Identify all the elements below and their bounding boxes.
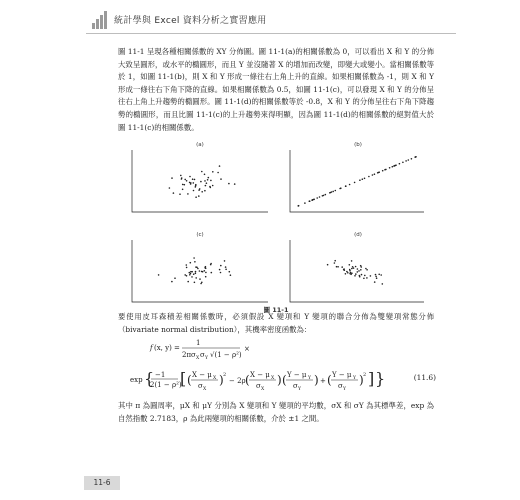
scatter-point [207, 179, 209, 181]
scatter-point [199, 278, 201, 280]
scatter-point [385, 169, 387, 171]
scatter-point [230, 274, 232, 276]
svg-text:σ: σ [256, 382, 261, 390]
scatter-panel-c [132, 232, 268, 302]
scatter-point [199, 270, 201, 272]
paragraph-correlation-intro: 圖 11-1 呈現各種相關係數的 XY 分佈圖。圖 11-1(a)的相關係數為 0，可以看出 X 和 Y 的分佈大致呈圓形，或水平的橢圓形，而且 Y 並沒隨著 X 的增加而改變，即變大或變小。當相關係數等於 1，如圖 11-1(b)，則 X 和 Y 形成一條往右上角上升的直線。如果相關係數為 -1，則 X 和 Y 形成一條往右下角下降的直線。如果相關係數為 0.5，如圖 11-1(c)，可以發現 X 和 Y 的分佈呈往右上角上升趨勢的橢圓形。圖 11-1(d)的相關係數等於 -0.8，X 和 Y 的分佈呈往右下角下降趨勢的橢圓形，而且比圖 11-1(c)的上升趨勢來得明顯，因為圖 11-1(d)的相關係數的絕對值大於圖 11-1(c)的相關係數。 [118, 47, 434, 132]
scatter-point [193, 190, 195, 192]
axis-lines [290, 150, 424, 212]
svg-text:1: 1 [196, 339, 201, 347]
svg-text:(x, y) =: (x, y) = [154, 344, 180, 352]
scatter-point [363, 278, 365, 280]
svg-text:−1: −1 [155, 371, 166, 379]
svg-text:×: × [244, 345, 250, 353]
scatter-point [361, 274, 363, 276]
svg-text:exp: exp [130, 376, 143, 384]
panel-label: (a) [196, 142, 204, 148]
scatter-point [334, 260, 336, 262]
scatter-point [334, 262, 336, 264]
scatter-point [173, 192, 175, 194]
svg-text:σ: σ [338, 382, 343, 390]
scatter-point [174, 277, 176, 279]
scatter-point [229, 271, 231, 273]
scatter-point [210, 263, 212, 265]
scatter-point [355, 266, 357, 268]
scatter-point [195, 184, 197, 186]
scatter-point [219, 165, 221, 167]
scatter-point [375, 274, 377, 276]
scatter-point [352, 266, 354, 268]
scatter-point [374, 173, 376, 175]
scatter-point [298, 205, 300, 207]
scatter-point [359, 179, 361, 181]
axis-lines [132, 150, 268, 212]
scatter-point [179, 193, 181, 195]
scatter-point [171, 281, 173, 283]
scatter-point [225, 269, 227, 271]
scatter-point [210, 180, 212, 182]
scatter-point [375, 276, 377, 278]
scatter-point [206, 182, 208, 184]
scatter-point [186, 180, 188, 182]
svg-text:X: X [213, 376, 217, 381]
scatter-point [198, 189, 200, 191]
scatter-point [372, 174, 374, 176]
scatter-point [186, 267, 188, 269]
svg-text:): ) [359, 373, 364, 387]
figure-caption: 圖 11-1 [263, 306, 289, 314]
panel-label: (b) [354, 142, 362, 148]
scatter-point [195, 266, 197, 268]
scatter-point [193, 182, 195, 184]
scatter-point [234, 183, 236, 185]
scatter-point [349, 184, 351, 186]
scatter-point [209, 186, 211, 188]
scatter-point [405, 160, 407, 162]
scatter-point [319, 196, 321, 198]
svg-text:Y: Y [205, 356, 208, 361]
svg-text:σ: σ [198, 382, 203, 390]
scatter-point [194, 282, 196, 284]
scatter-point [378, 274, 380, 276]
svg-text:{: { [144, 369, 155, 388]
scatter-point [370, 275, 372, 277]
scatter-point [327, 264, 329, 266]
scatter-point [191, 276, 193, 278]
scatter-point [200, 283, 202, 285]
scatter-point [224, 260, 226, 262]
svg-text:X − μ: X − μ [250, 371, 270, 379]
book-logo-icon [92, 11, 108, 29]
panel-label: (c) [196, 232, 204, 238]
page-footer [0, 468, 520, 500]
scatter-point [193, 257, 195, 259]
svg-text:]: ] [368, 369, 375, 388]
svg-text:(: ( [282, 373, 287, 387]
paragraph-parameter-definitions: 其中 π 為圓周率，μX 和 μY 分別為 X 變項和 Y 變項的平均數，σX 和 σY 為其標準差，exp 為自然指數 2.7183，ρ 為此兩變項的相關係數，介於 ±1 之間。 [118, 401, 434, 423]
scatter-panel-a [132, 142, 268, 212]
scatter-point [366, 277, 368, 279]
scatter-point [201, 271, 203, 273]
scatter-point [187, 193, 189, 195]
svg-text:X: X [196, 356, 200, 361]
svg-text:): ) [277, 373, 282, 387]
scatter-point [204, 174, 206, 176]
scatter-point [217, 172, 219, 174]
scatter-point [219, 269, 221, 271]
scatter-point [411, 158, 413, 160]
scatter-point [190, 262, 192, 264]
svg-text:− 2ρ: − 2ρ [229, 377, 246, 385]
paragraph-bivariate-normal: 要使用皮耳森積差相關係數時，必須假設 X 變項和 Y 變項的聯合分佈為雙變項常態分佈（bivariate normal distribution），其機率密度函數為： [118, 312, 434, 334]
scatter-panel-b [290, 142, 424, 212]
axis-lines [290, 240, 424, 302]
scatter-point [212, 171, 214, 173]
scatter-point [205, 266, 207, 268]
svg-text:Y − μ: Y − μ [332, 371, 352, 379]
scatter-point [184, 274, 186, 276]
scatter-point [332, 191, 334, 193]
svg-text:X: X [203, 387, 207, 392]
scatter-point [389, 167, 391, 169]
equation-11-6 [120, 338, 436, 402]
scatter-point [364, 275, 366, 277]
bivariate-normal-formula [120, 338, 390, 402]
scatter-point [408, 159, 410, 161]
page-header [0, 0, 520, 38]
svg-text:σ: σ [293, 382, 298, 390]
scatter-point [350, 274, 352, 276]
scatter-point [184, 184, 186, 186]
scatter-point [189, 274, 191, 276]
svg-text:): ) [219, 373, 224, 387]
scatter-point [205, 276, 207, 278]
scatter-point [343, 268, 345, 270]
svg-text:2: 2 [363, 372, 367, 378]
scatter-point [195, 196, 197, 198]
scatter-point [220, 178, 222, 180]
scatter-point [349, 264, 351, 266]
scatter-point [368, 176, 370, 178]
scatter-point [360, 269, 362, 271]
scatter-point [171, 177, 173, 179]
svg-text:(: ( [245, 373, 250, 387]
svg-text:2(1 − ρ²): 2(1 − ρ²) [150, 381, 182, 389]
book-title: 統計學與 Excel 資料分析之實習應用 [114, 16, 267, 26]
scatter-point [345, 185, 347, 187]
scatter-point [201, 191, 203, 193]
scatter-point [351, 268, 353, 270]
scatter-point [186, 264, 188, 266]
scatter-point [211, 272, 213, 274]
equation-number: (11.6) [413, 373, 436, 382]
scatter-point [358, 270, 360, 272]
scatter-point [374, 281, 376, 283]
scatter-point [197, 268, 199, 270]
scatter-point [392, 166, 394, 168]
svg-text:Y: Y [308, 376, 311, 381]
figure-11-1 [128, 140, 424, 312]
scatter-point [357, 268, 359, 270]
scatter-point [350, 272, 352, 274]
svg-text:(: ( [187, 373, 192, 387]
scatter-point [184, 179, 186, 181]
scatter-point [182, 184, 184, 186]
scatter-point [204, 270, 206, 272]
svg-text:Y − μ: Y − μ [287, 371, 307, 379]
scatter-point [169, 187, 171, 189]
scatterplot-grid [128, 140, 424, 312]
scatter-point [380, 274, 382, 276]
scatter-point [337, 266, 339, 268]
scatter-point [189, 176, 191, 178]
scatter-point [341, 266, 343, 268]
scatter-point [192, 178, 194, 180]
svg-text:X − μ: X − μ [192, 371, 212, 379]
scatter-point [205, 185, 207, 187]
scatter-point [200, 181, 202, 183]
scatter-point [354, 182, 356, 184]
scatter-point [205, 272, 207, 274]
svg-text:+: + [320, 377, 326, 385]
scatter-point [193, 273, 195, 275]
scatter-point [364, 178, 366, 180]
scatter-point [304, 202, 306, 204]
scatter-point [316, 197, 318, 199]
scatter-point [311, 199, 313, 201]
svg-text:[: [ [180, 369, 187, 388]
scatter-point [180, 175, 182, 177]
scatter-point [182, 189, 184, 191]
scatter-point [186, 275, 188, 277]
scatter-point [198, 195, 200, 197]
scatter-point [378, 172, 380, 174]
scatter-point [393, 165, 395, 167]
scatter-point [204, 190, 206, 192]
scatter-point [355, 273, 357, 275]
scatter-point [195, 271, 197, 273]
header-divider [86, 33, 456, 34]
scatter-point [340, 187, 342, 189]
scatter-point [204, 180, 206, 182]
scatter-point [360, 265, 362, 267]
scatter-point [220, 272, 222, 274]
scatter-point [330, 192, 332, 194]
scatter-point [194, 261, 196, 263]
scatter-point [382, 283, 384, 285]
scatter-point [190, 182, 192, 184]
scatter-point [205, 268, 207, 270]
svg-text:2: 2 [223, 372, 227, 378]
scatter-point [187, 281, 189, 283]
svg-text:2πσ: 2πσ [182, 351, 196, 359]
scatter-point [345, 273, 347, 275]
scatter-point [225, 266, 227, 268]
scatter-point [336, 266, 338, 268]
scatter-point [351, 260, 353, 262]
scatter-point [158, 274, 160, 276]
svg-text:}: } [375, 369, 386, 388]
scatter-point [228, 183, 230, 185]
svg-text:σ: σ [200, 351, 205, 359]
scatter-point [190, 271, 192, 273]
scatter-point [181, 177, 183, 179]
scatter-point [402, 162, 404, 164]
scatter-point [349, 269, 351, 271]
scatter-point [362, 178, 364, 180]
svg-text:): ) [314, 373, 319, 387]
scatter-point [194, 179, 196, 181]
svg-text:X: X [271, 376, 275, 381]
svg-text:X: X [261, 387, 265, 392]
svg-text:√(1 − ρ²): √(1 − ρ²) [210, 351, 242, 359]
svg-text:Y: Y [343, 387, 346, 392]
scatter-panel-d [290, 232, 424, 302]
scatter-point [208, 177, 210, 179]
page-number: 11-6 [84, 476, 120, 490]
scatter-point [212, 185, 214, 187]
scatter-point [322, 195, 324, 197]
scatter-point [359, 275, 361, 277]
scatter-point [353, 267, 355, 269]
svg-text:(: ( [327, 373, 332, 387]
scatter-point [201, 171, 203, 173]
scatter-point [347, 272, 349, 274]
scatter-point [357, 271, 359, 273]
svg-text:Y: Y [298, 387, 301, 392]
scatter-point [382, 170, 384, 172]
panel-label: (d) [354, 232, 362, 238]
scatter-point [376, 277, 378, 279]
scatter-point [335, 190, 337, 192]
scatter-point [365, 268, 367, 270]
scatter-point [415, 156, 417, 158]
scatter-point [309, 200, 311, 202]
scatter-point [220, 265, 222, 267]
scatter-point [366, 269, 368, 271]
scatter-point [399, 163, 401, 165]
scatter-point [195, 273, 197, 275]
scatter-point [195, 277, 197, 279]
svg-text:f: f [150, 344, 153, 352]
svg-text:Y: Y [353, 376, 356, 381]
scatter-point [395, 164, 397, 166]
scatter-point [354, 275, 356, 277]
scatter-point [325, 194, 327, 196]
